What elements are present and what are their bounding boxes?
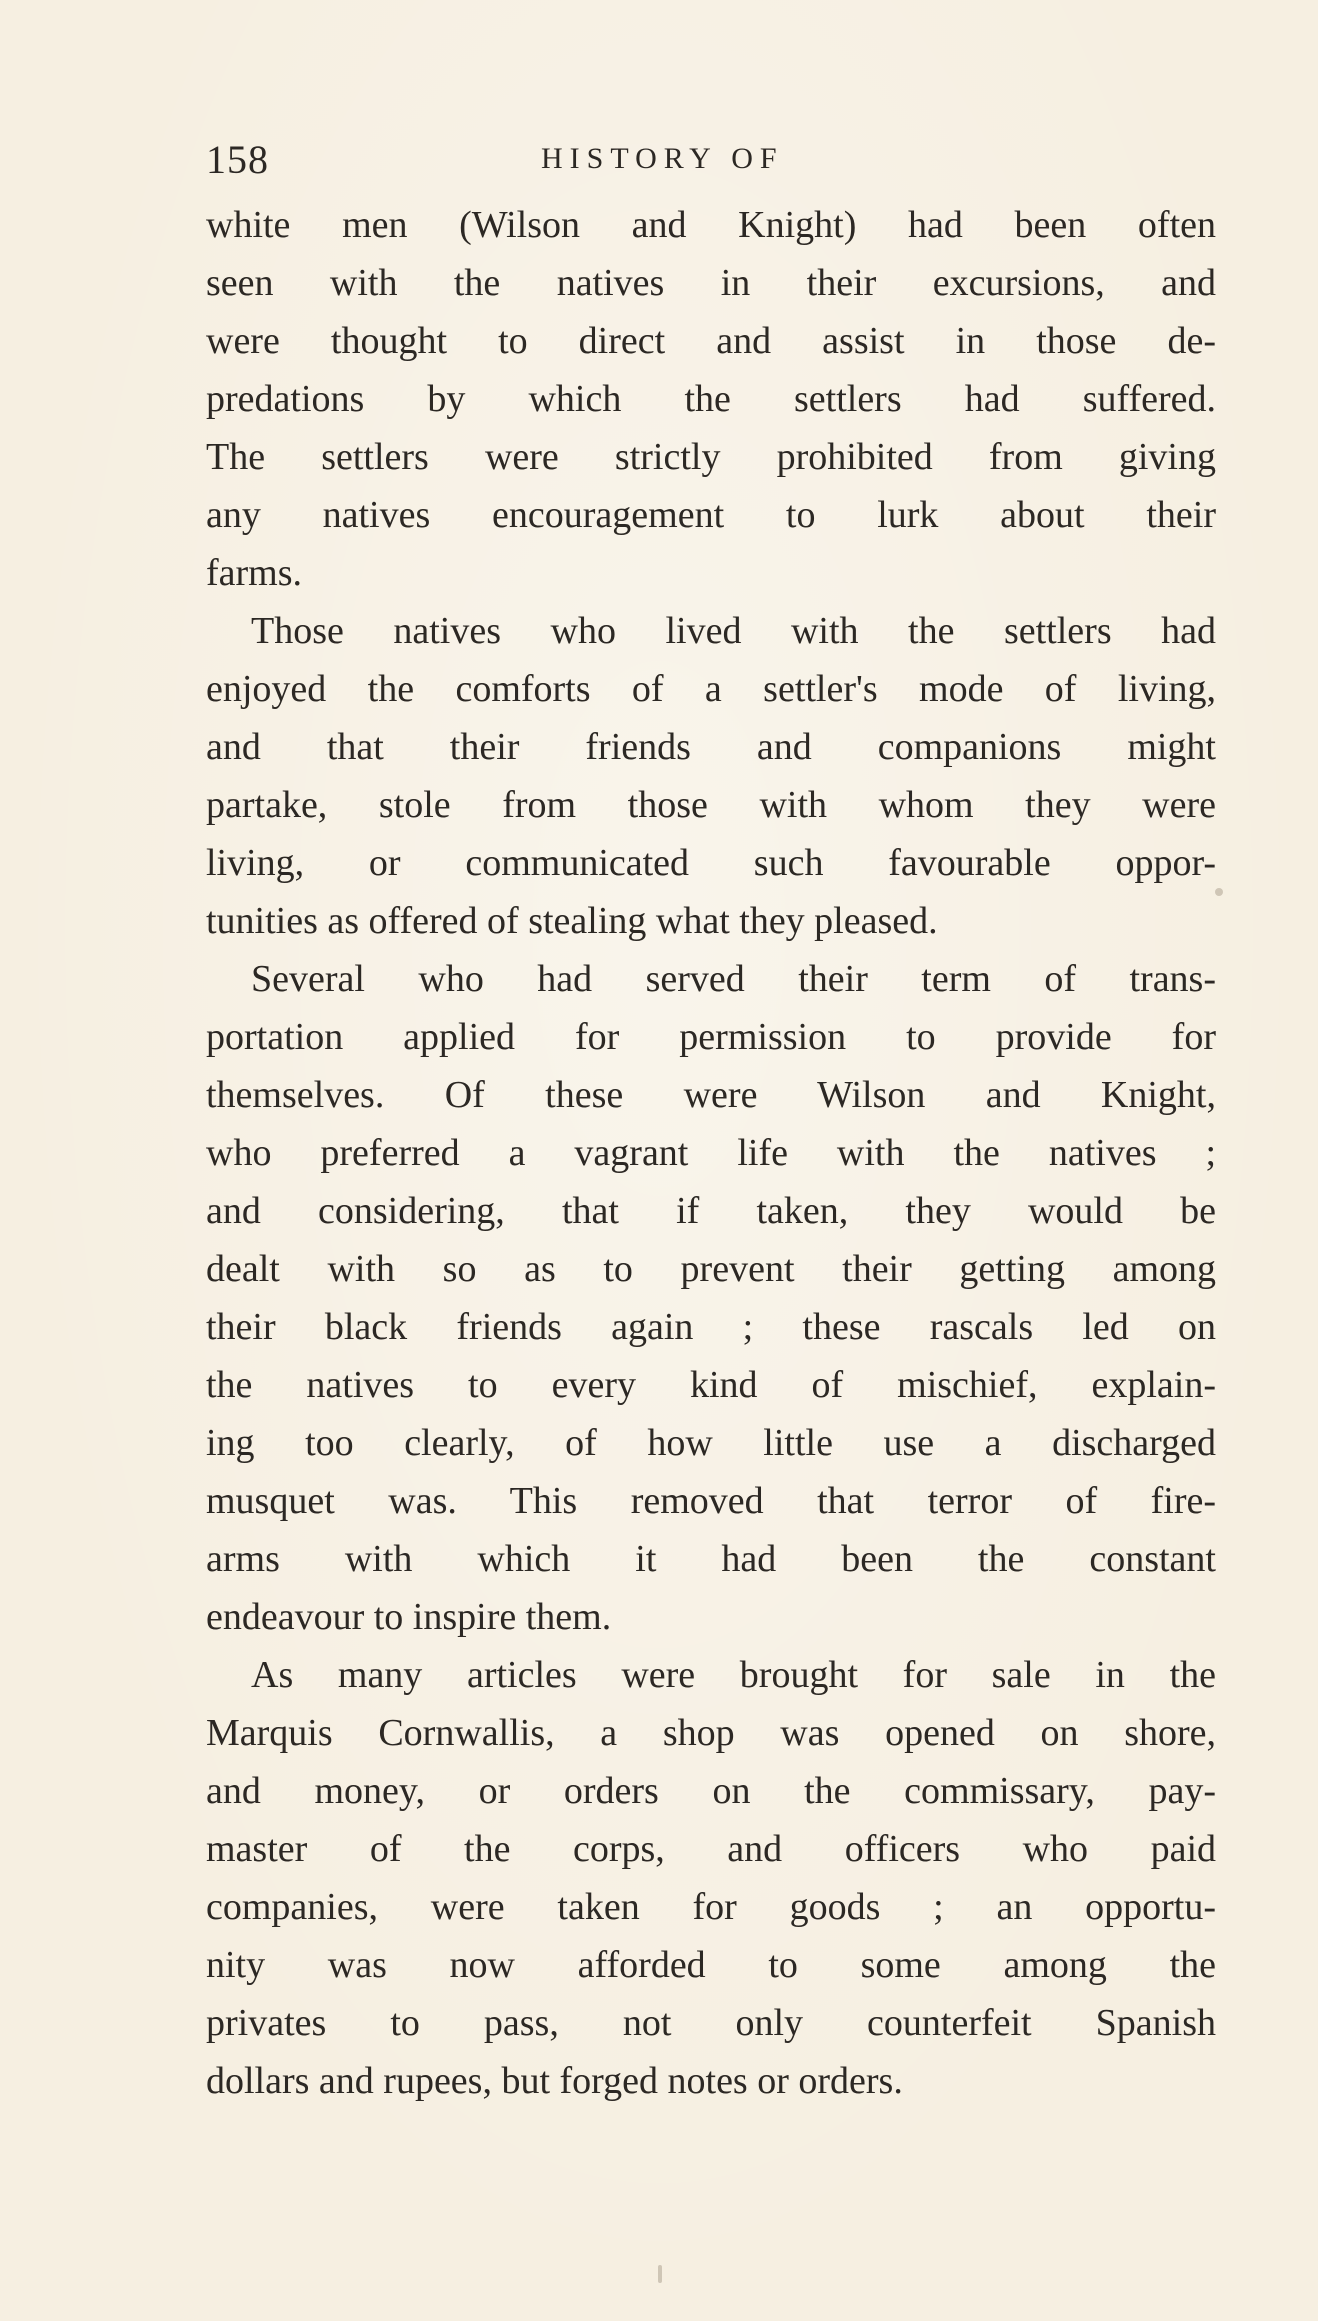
text-line: portation applied for permission to provide for [206,1016,1216,1058]
text-line: predations by which the settlers had suffered. [206,378,1216,420]
text-line: dollars and rupees, but forged notes or orders. [206,2060,903,2102]
text-line: As many articles were brought for sale in the [251,1654,1216,1696]
running-title: HISTORY OF [541,142,784,175]
text-line: the natives to every kind of mischief, explain- [206,1364,1216,1406]
text-line: their black friends again ; these rascals led on [206,1306,1216,1348]
paragraph-4 [206,1646,1216,2110]
text-line: ing too clearly, of how little use a discharged [206,1422,1216,1464]
text-line: arms with which it had been the constant [206,1538,1216,1580]
paragraph-2 [206,602,1216,950]
paper-speck [658,2265,662,2283]
text-line: and considering, that if taken, they would be [206,1190,1216,1232]
text-line: and money, or orders on the commissary, pay- [206,1770,1216,1812]
text-line: companies, were taken for goods ; an opportu- [206,1886,1216,1928]
text-line: who preferred a vagrant life with the natives ; [206,1132,1216,1174]
text-line: privates to pass, not only counterfeit Spanish [206,2002,1216,2044]
text-line: Marquis Cornwallis, a shop was opened on shore, [206,1712,1216,1754]
text-line: farms. [206,552,303,594]
text-line: and that their friends and companions might [206,726,1216,768]
text-line: tunities as offered of stealing what they pleased. [206,900,938,942]
paragraph-3 [206,950,1216,1646]
text-line: any natives encouragement to lurk about their [206,494,1216,536]
text-line: partake, stole from those with whom they were [206,784,1216,826]
text-line: seen with the natives in their excursions, and [206,262,1216,304]
text-line: living, or communicated such favourable oppor- [206,842,1216,884]
text-line: The settlers were strictly prohibited from giving [206,436,1216,478]
text-line: enjoyed the comforts of a settler's mode of living, [206,668,1216,710]
paper-speck [1215,888,1223,896]
running-head [206,136,1216,186]
text-line: dealt with so as to prevent their getting among [206,1248,1216,1290]
text-line: themselves. Of these were Wilson and Knight, [206,1074,1216,1116]
paragraph-1 [206,196,1216,602]
page-number: 158 [206,137,269,182]
text-line: musquet was. This removed that terror of fire- [206,1480,1216,1522]
text-line: endeavour to inspire them. [206,1596,612,1638]
body-text [206,196,1216,2110]
text-line: nity was now afforded to some among the [206,1944,1216,1986]
text-line: white men (Wilson and Knight) had been often [206,204,1216,246]
text-line: Several who had served their term of trans- [251,958,1216,1000]
text-line: were thought to direct and assist in those de- [206,320,1216,362]
text-line: Those natives who lived with the settlers had [251,610,1216,652]
text-line: master of the corps, and officers who paid [206,1828,1216,1870]
